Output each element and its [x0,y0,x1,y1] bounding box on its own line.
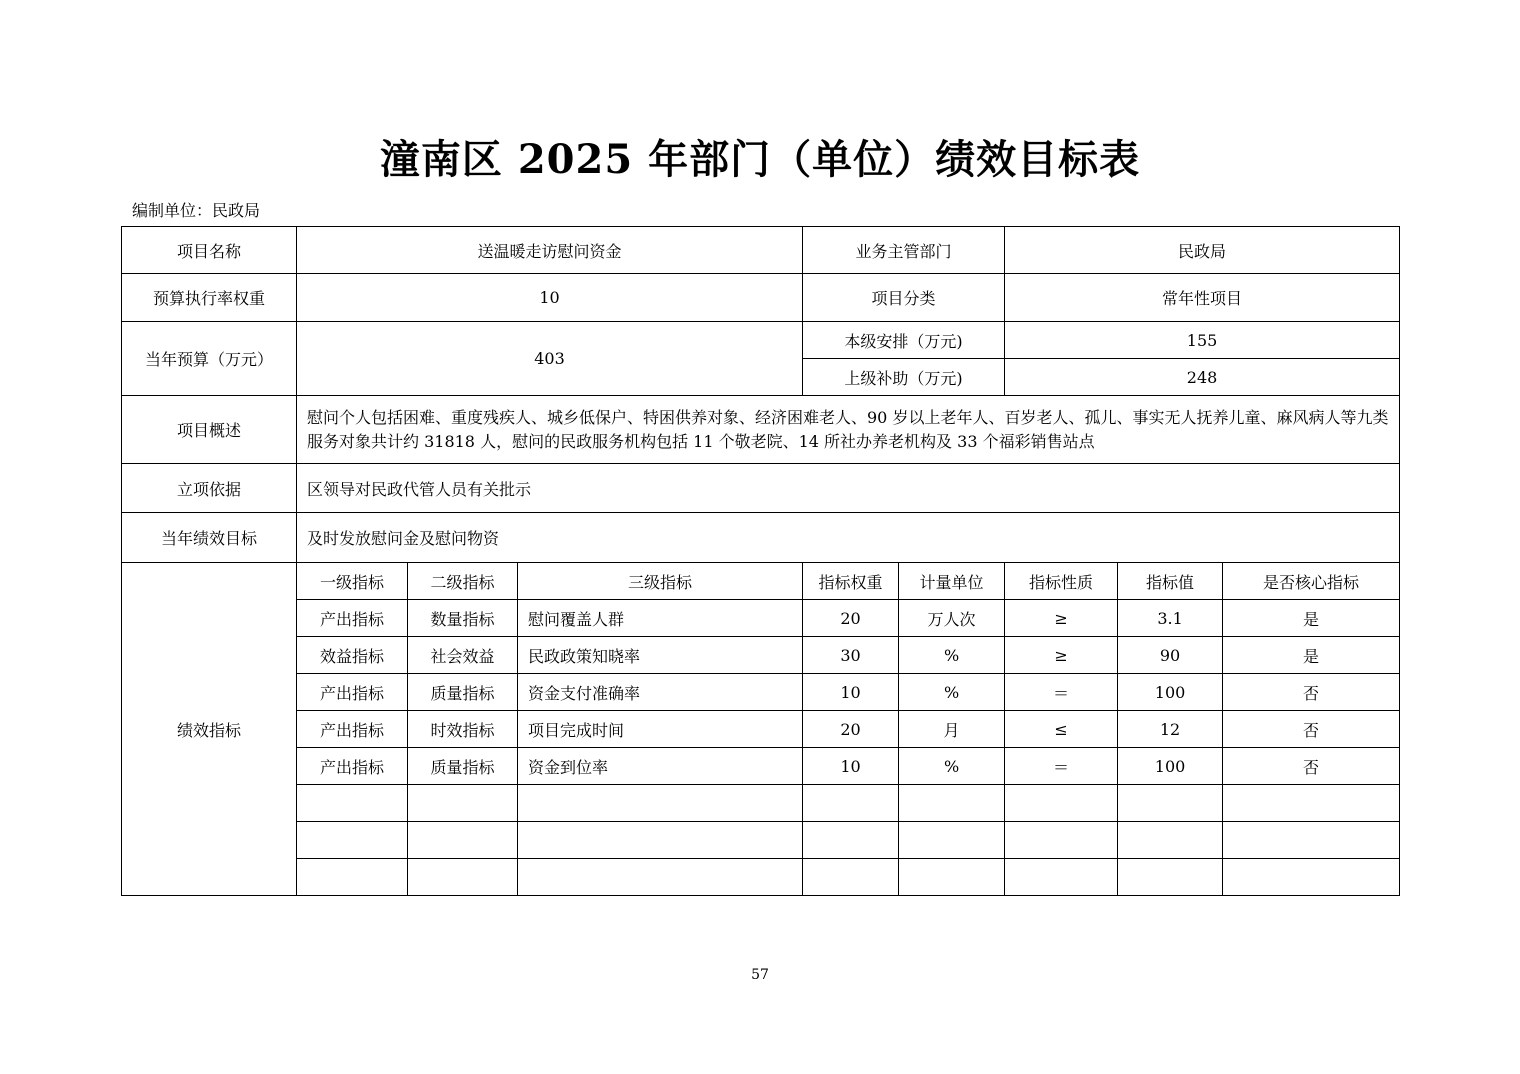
unit-cell [899,859,1005,896]
org-line [132,198,260,221]
level2-cell: 时效指标 [408,711,518,748]
value-cell: 3.1 [1118,600,1223,637]
project-name-label: 项目名称 [122,227,297,274]
level2-cell: 质量指标 [408,674,518,711]
level1-cell: 产出指标 [297,711,408,748]
level3-cell: 民政政策知晓率 [518,637,803,674]
header-unit: 计量单位 [899,563,1005,600]
core-cell: 否 [1223,711,1400,748]
goal-label: 当年绩效目标 [122,513,297,563]
nature-cell [1005,859,1118,896]
org-value: 民政局 [212,201,261,220]
weight-cell [803,785,899,822]
level2-cell: 质量指标 [408,748,518,785]
basis-text: 区领导对民政代管人员有关批示 [297,464,1400,513]
unit-cell: 万人次 [899,600,1005,637]
level1-cell: 产出指标 [297,748,408,785]
level3-cell: 资金到位率 [518,748,803,785]
nature-cell: ＝ [1005,674,1118,711]
unit-cell: % [899,674,1005,711]
project-name-value: 送温暖走访慰问资金 [297,227,803,274]
level3-cell: 资金支付准确率 [518,674,803,711]
level3-cell [518,785,803,822]
upper-value: 248 [1005,359,1400,396]
weight-cell: 10 [803,748,899,785]
header-core: 是否核心指标 [1223,563,1400,600]
table-row [122,600,1400,637]
weight-cell: 20 [803,711,899,748]
header-weight: 指标权重 [803,563,899,600]
table-row [122,711,1400,748]
level1-cell: 产出指标 [297,600,408,637]
header-nature: 指标性质 [1005,563,1118,600]
dept-label: 业务主管部门 [803,227,1005,274]
category-label: 项目分类 [803,274,1005,322]
value-cell: 12 [1118,711,1223,748]
performance-table [121,226,1400,896]
value-cell [1118,859,1223,896]
level3-cell [518,859,803,896]
weight-cell [803,822,899,859]
overview-label: 项目概述 [122,396,297,464]
level3-cell: 慰问覆盖人群 [518,600,803,637]
level2-cell [408,785,518,822]
header-value: 指标值 [1118,563,1223,600]
local-label: 本级安排（万元) [803,322,1005,359]
unit-cell: % [899,637,1005,674]
value-cell [1118,785,1223,822]
nature-cell [1005,785,1118,822]
dept-value: 民政局 [1005,227,1400,274]
indicators-label: 绩效指标 [122,563,297,896]
core-cell: 是 [1223,637,1400,674]
nature-cell: ≥ [1005,600,1118,637]
level3-cell: 项目完成时间 [518,711,803,748]
weight-cell: 30 [803,637,899,674]
core-cell: 否 [1223,674,1400,711]
exec-weight-value: 10 [297,274,803,322]
core-cell: 是 [1223,600,1400,637]
category-value: 常年性项目 [1005,274,1400,322]
table-row [122,748,1400,785]
page-title: 潼南区 2025 年部门（单位）绩效目标表 [379,136,1141,183]
level2-cell [408,822,518,859]
unit-cell [899,822,1005,859]
header-level2: 二级指标 [408,563,518,600]
core-cell [1223,822,1400,859]
goal-text: 及时发放慰问金及慰问物资 [297,513,1400,563]
weight-cell: 10 [803,674,899,711]
nature-cell: ≤ [1005,711,1118,748]
table-row [122,785,1400,822]
page-number: 57 [751,967,769,983]
unit-cell [899,785,1005,822]
budget-value: 403 [297,322,803,396]
value-cell: 100 [1118,674,1223,711]
unit-cell: 月 [899,711,1005,748]
org-label: 编制单位： [132,201,213,220]
unit-cell: % [899,748,1005,785]
level2-cell: 社会效益 [408,637,518,674]
budget-label: 当年预算（万元） [122,322,297,396]
nature-cell: ＝ [1005,748,1118,785]
basis-label: 立项依据 [122,464,297,513]
indicator-header-row [122,563,1400,600]
table-row [122,637,1400,674]
level2-cell [408,859,518,896]
core-cell [1223,859,1400,896]
core-cell [1223,785,1400,822]
header-level1: 一级指标 [297,563,408,600]
exec-weight-label: 预算执行率权重 [122,274,297,322]
table-row [122,859,1400,896]
level1-cell [297,822,408,859]
level1-cell [297,859,408,896]
level1-cell: 效益指标 [297,637,408,674]
core-cell: 否 [1223,748,1400,785]
level1-cell: 产出指标 [297,674,408,711]
value-cell: 90 [1118,637,1223,674]
value-cell: 100 [1118,748,1223,785]
weight-cell [803,859,899,896]
level3-cell [518,822,803,859]
nature-cell [1005,822,1118,859]
table-row [122,674,1400,711]
nature-cell: ≥ [1005,637,1118,674]
upper-label: 上级补助（万元) [803,359,1005,396]
level2-cell: 数量指标 [408,600,518,637]
overview-text: 慰问个人包括困难、重度残疾人、城乡低保户、特困供养对象、经济困难老人、90 岁以上老年人、百岁老人、孤儿、事实无人抚养儿童、麻风病人等九类服务对象共计约 31818 人，慰问的民政服务机构包括 11 个敬老院、14 所社办养老机构及 33 个福彩销售站点 [297,396,1400,464]
weight-cell: 20 [803,600,899,637]
local-value: 155 [1005,322,1400,359]
level1-cell [297,785,408,822]
table-row [122,822,1400,859]
value-cell [1118,822,1223,859]
header-level3: 三级指标 [518,563,803,600]
